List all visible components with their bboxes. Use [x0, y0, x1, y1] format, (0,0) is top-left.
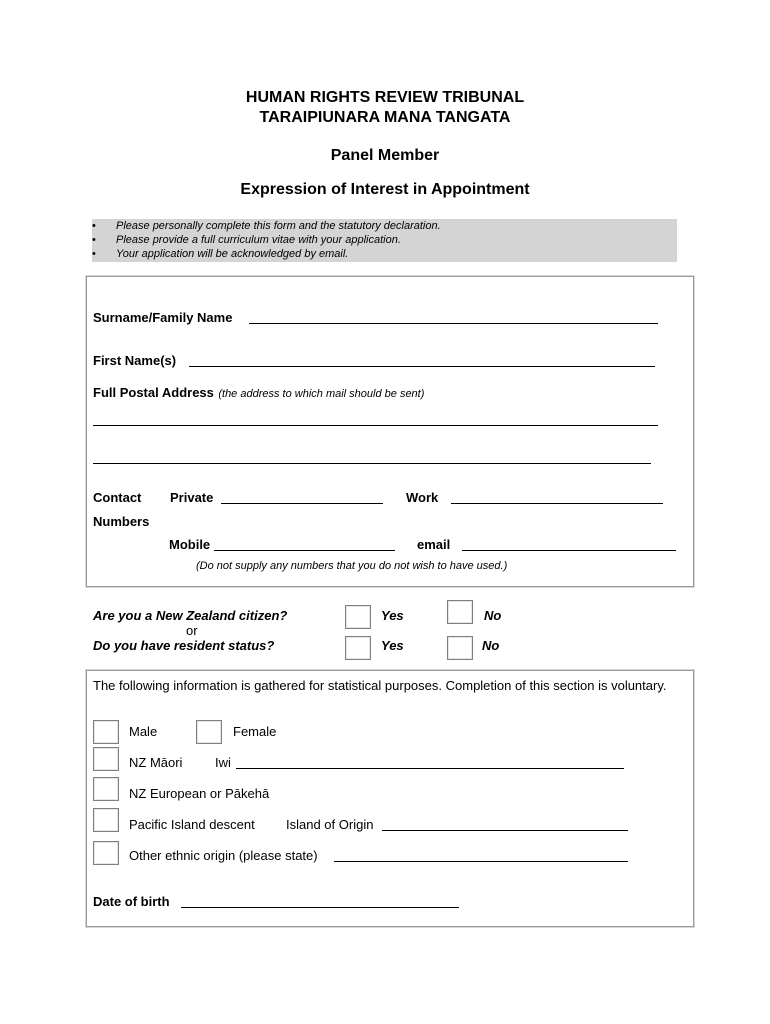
resident-yes-checkbox[interactable]	[345, 636, 371, 660]
work-phone-field[interactable]	[451, 503, 663, 504]
or-text: or	[186, 623, 198, 638]
instructions-panel: • Please personally complete this form and the statutory declaration. • Please provide a full curriculum vitae with your application. • Your application will be acknowledged by email.	[92, 219, 677, 262]
other-ethnic-checkbox[interactable]	[93, 841, 119, 865]
iwi-label: Iwi	[215, 755, 231, 770]
resident-no-checkbox[interactable]	[447, 636, 473, 660]
mobile-label: Mobile	[169, 537, 211, 552]
bullet: •	[92, 220, 96, 232]
citizen-no-label: No	[484, 608, 502, 623]
contact-label: Contact	[93, 490, 142, 505]
citizen-question: Are you a New Zealand citizen?	[93, 608, 288, 623]
european-checkbox[interactable]	[93, 777, 119, 801]
surname-field[interactable]	[249, 323, 658, 324]
island-origin-label: Island of Origin	[286, 817, 374, 832]
bullet: •	[92, 248, 96, 260]
numbers-note: (Do not supply any numbers that you do not wish to have used.)	[196, 560, 508, 572]
form-title: Expression of Interest in Appointment	[240, 181, 530, 198]
email-label: email	[417, 537, 451, 552]
date-of-birth-field[interactable]	[181, 907, 459, 908]
female-label: Female	[233, 724, 277, 739]
postal-address-line-1[interactable]	[93, 425, 658, 426]
form-subtitle: Panel Member	[330, 147, 440, 164]
female-checkbox[interactable]	[196, 720, 222, 744]
citizen-yes-checkbox[interactable]	[345, 605, 371, 629]
pacific-label: Pacific Island descent	[129, 817, 255, 832]
resident-yes-label: Yes	[381, 638, 404, 653]
numbers-label: Numbers	[93, 514, 150, 529]
first-name-label: First Name(s)	[93, 353, 177, 368]
male-label: Male	[129, 724, 158, 739]
other-ethnic-field[interactable]	[334, 861, 628, 862]
email-field[interactable]	[462, 550, 676, 551]
tribunal-name: HUMAN RIGHTS REVIEW TRIBUNAL	[245, 89, 525, 106]
european-label: NZ European or Pākehā	[129, 786, 270, 801]
maori-checkbox[interactable]	[93, 747, 119, 771]
surname-label: Surname/Family Name	[93, 310, 233, 325]
citizen-yes-label: Yes	[381, 608, 404, 623]
pacific-checkbox[interactable]	[93, 808, 119, 832]
maori-label: NZ Māori	[129, 755, 183, 770]
mobile-field[interactable]	[214, 550, 395, 551]
statistics-intro: The following information is gathered for statistical purposes. Completion of this section is voluntary.	[93, 678, 667, 693]
postal-address-hint: (the address to which mail should be sent)	[218, 388, 425, 400]
male-checkbox[interactable]	[93, 720, 119, 744]
first-name-field[interactable]	[189, 366, 655, 367]
private-phone-label: Private	[170, 490, 214, 505]
resident-no-label: No	[482, 638, 500, 653]
postal-address-heading	[93, 384, 424, 402]
private-phone-field[interactable]	[221, 503, 383, 504]
resident-question: Do you have resident status?	[93, 638, 275, 653]
bullet: •	[92, 234, 96, 246]
date-of-birth-label: Date of birth	[93, 894, 170, 909]
island-origin-field[interactable]	[382, 830, 628, 831]
postal-address-line-2[interactable]	[93, 463, 651, 464]
work-phone-label: Work	[406, 490, 439, 505]
iwi-field[interactable]	[236, 768, 624, 769]
other-ethnic-label: Other ethnic origin (please state)	[129, 848, 318, 863]
tribunal-name-maori: TARAIPIUNARA MANA TANGATA	[259, 109, 511, 126]
postal-address-label: Full Postal Address	[93, 385, 214, 400]
citizen-no-checkbox[interactable]	[447, 600, 473, 624]
